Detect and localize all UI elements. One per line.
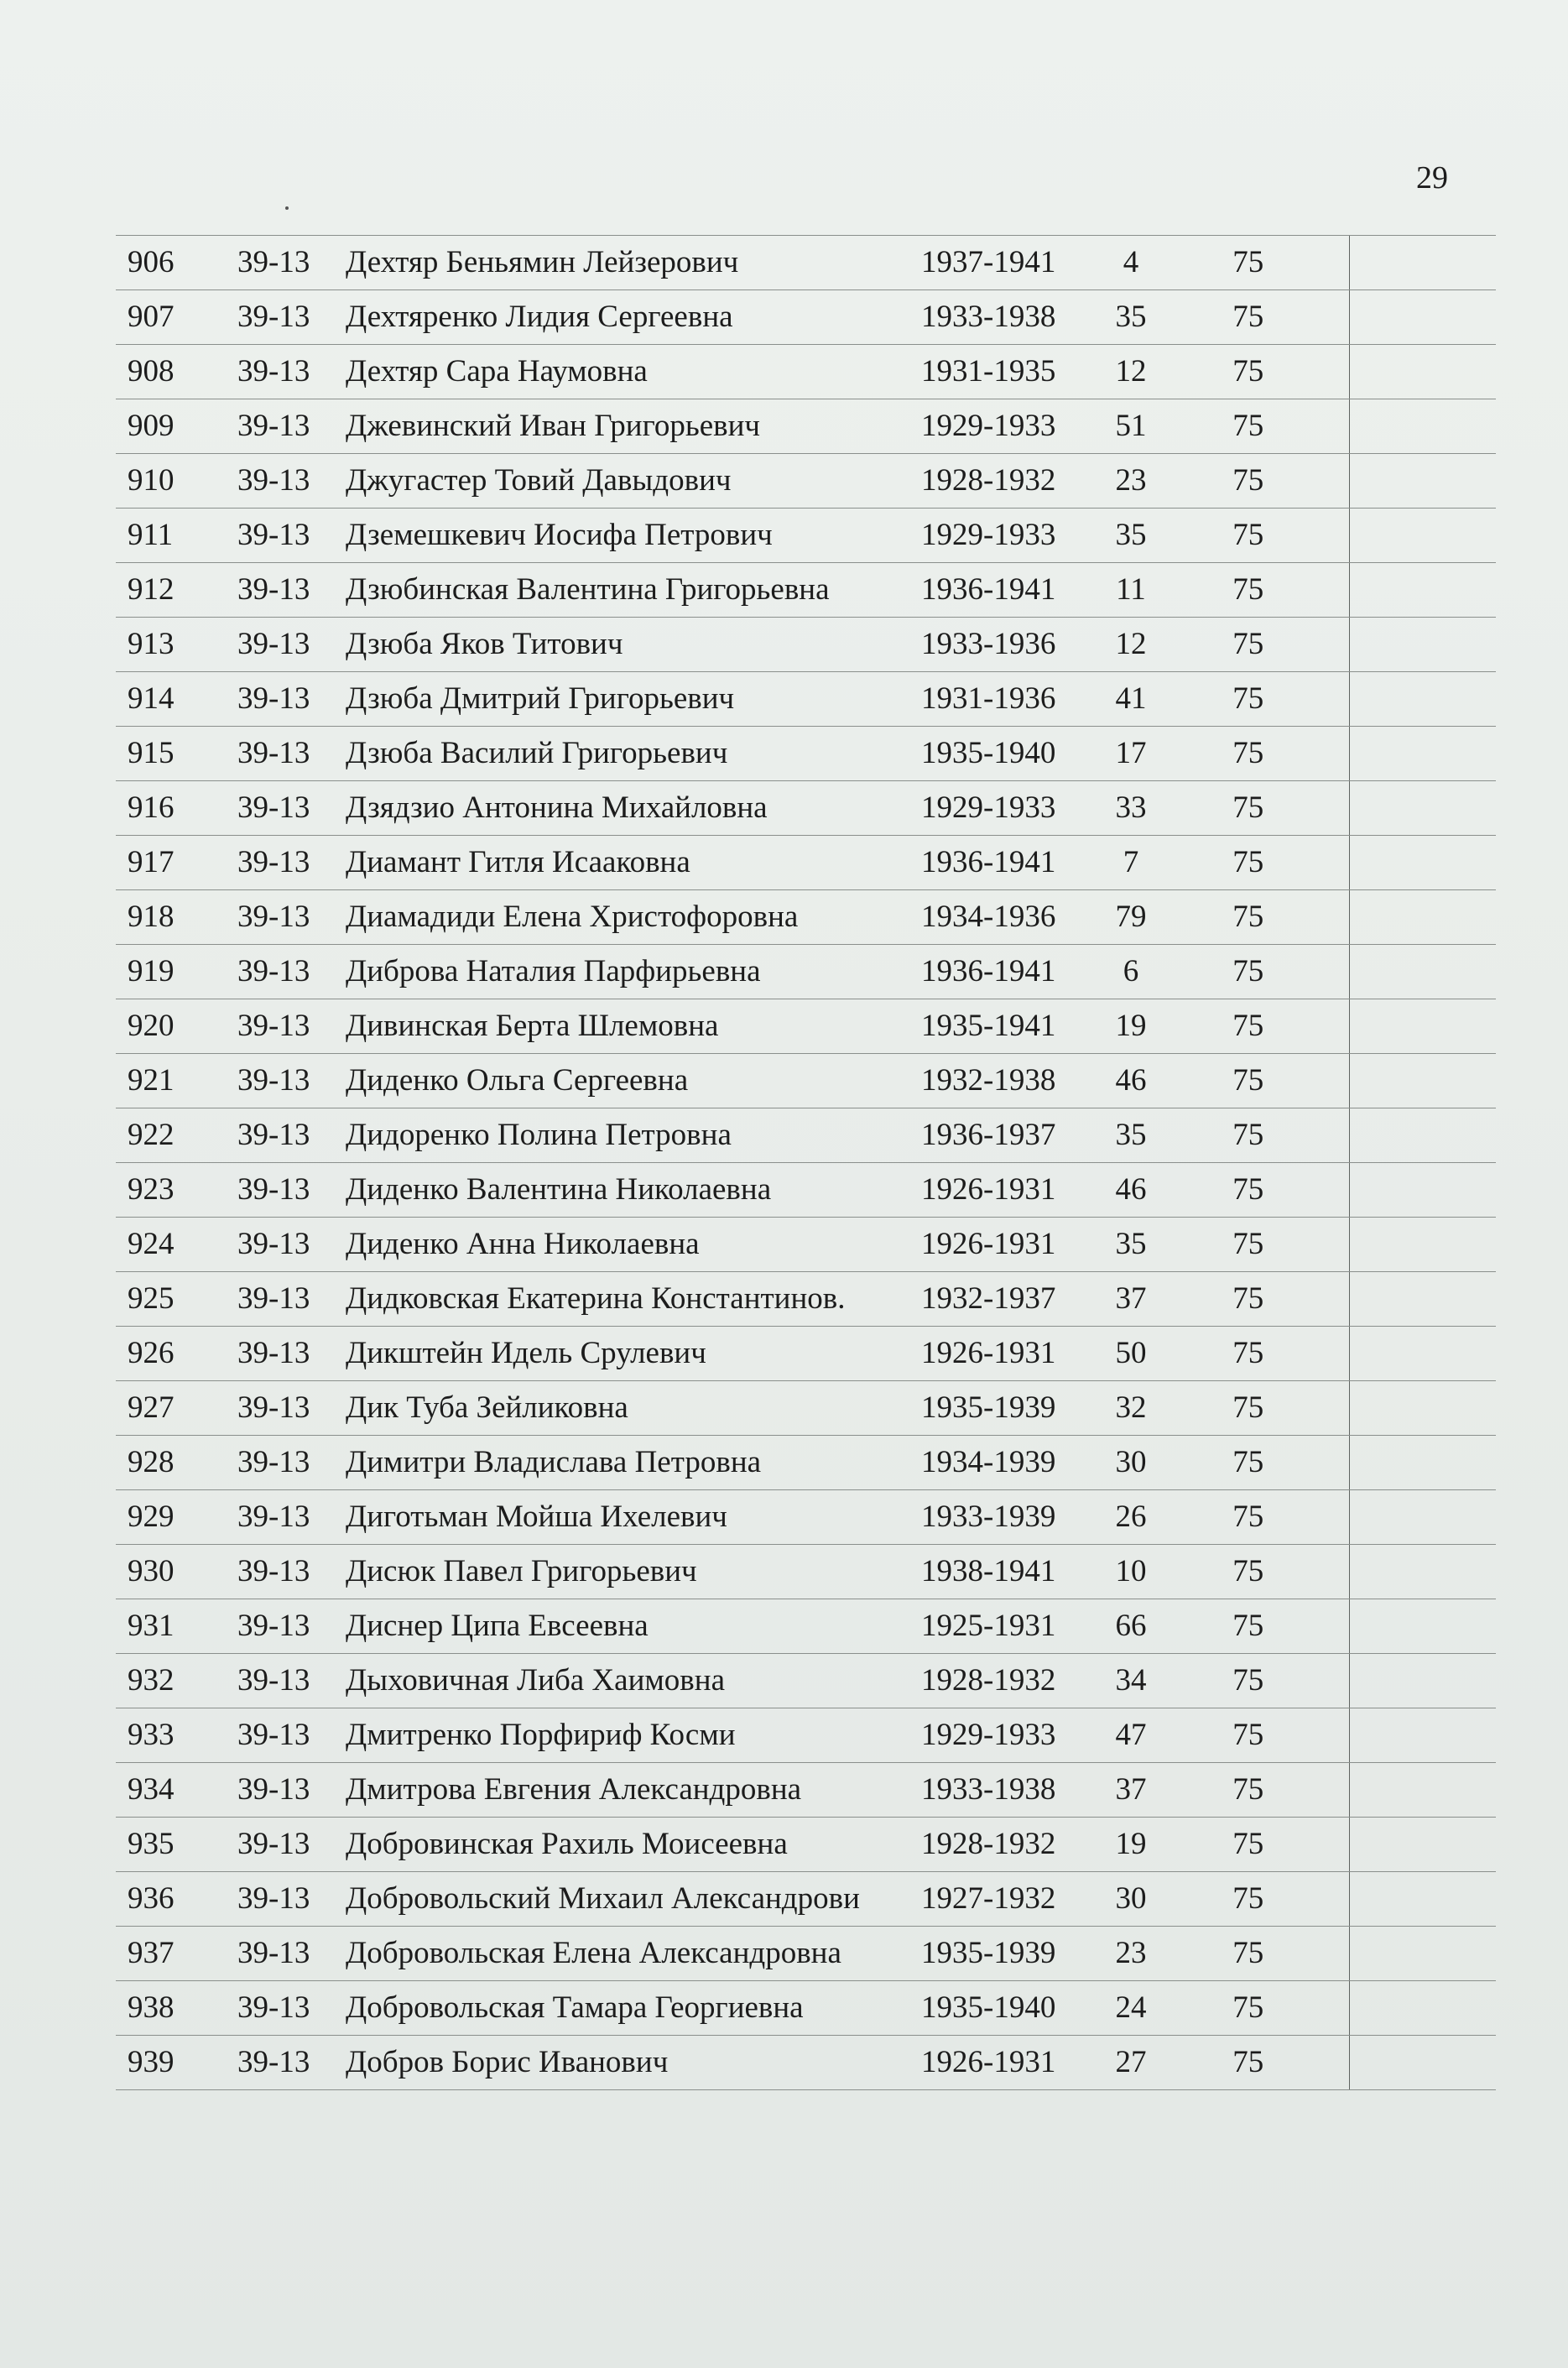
years-cell: 1937-1941: [921, 236, 1089, 290]
empty-notes-cell: [1349, 1272, 1496, 1327]
sheet-count-cell: 27: [1089, 2036, 1173, 2090]
table-row: [116, 1818, 1496, 1872]
retention-term-cell: 75: [1173, 1436, 1349, 1490]
years-cell: 1933-1939: [921, 1490, 1089, 1545]
register-rows: [116, 236, 1496, 2090]
fund-code-cell: 39-13: [229, 727, 342, 781]
retention-term-cell: 75: [1173, 1054, 1349, 1108]
fund-code-cell: 39-13: [229, 1654, 342, 1708]
sheet-count-cell: 37: [1089, 1272, 1173, 1327]
person-name-cell: Джевинский Иван Григорьевич: [342, 399, 921, 454]
table-row: [116, 1381, 1496, 1436]
retention-term-cell: 75: [1173, 1872, 1349, 1927]
sheet-count-cell: 26: [1089, 1490, 1173, 1545]
retention-term-cell: 75: [1173, 727, 1349, 781]
sheet-count-cell: 10: [1089, 1545, 1173, 1599]
fund-code-cell: 39-13: [229, 1218, 342, 1272]
empty-notes-cell: [1349, 1763, 1496, 1818]
fund-code-cell: 39-13: [229, 1763, 342, 1818]
retention-term-cell: 75: [1173, 1763, 1349, 1818]
table-row: [116, 1490, 1496, 1545]
entry-number-cell: 914: [116, 672, 229, 727]
sheet-count-cell: 79: [1089, 890, 1173, 945]
entry-number-cell: 909: [116, 399, 229, 454]
entry-number-cell: 927: [116, 1381, 229, 1436]
years-cell: 1926-1931: [921, 1218, 1089, 1272]
table-row: [116, 1272, 1496, 1327]
entry-number-cell: 910: [116, 454, 229, 509]
person-name-cell: Добров Борис Иванович: [342, 2036, 921, 2090]
person-name-cell: Дехтяр Сара Наумовна: [342, 345, 921, 399]
person-name-cell: Дик Туба Зейликовна: [342, 1381, 921, 1436]
entry-number-cell: 935: [116, 1818, 229, 1872]
fund-code-cell: 39-13: [229, 454, 342, 509]
retention-term-cell: 75: [1173, 1981, 1349, 2036]
empty-notes-cell: [1349, 509, 1496, 563]
person-name-cell: Дзядзио Антонина Михайловна: [342, 781, 921, 836]
retention-term-cell: 75: [1173, 563, 1349, 618]
fund-code-cell: 39-13: [229, 1163, 342, 1218]
years-cell: 1934-1939: [921, 1436, 1089, 1490]
years-cell: 1933-1938: [921, 290, 1089, 345]
table-row: [116, 1981, 1496, 2036]
table-row: [116, 1763, 1496, 1818]
years-cell: 1928-1932: [921, 1654, 1089, 1708]
retention-term-cell: 75: [1173, 236, 1349, 290]
empty-notes-cell: [1349, 1163, 1496, 1218]
table-row: [116, 345, 1496, 399]
empty-notes-cell: [1349, 1872, 1496, 1927]
years-cell: 1933-1936: [921, 618, 1089, 672]
sheet-count-cell: 37: [1089, 1763, 1173, 1818]
sheet-count-cell: 35: [1089, 509, 1173, 563]
table-row: [116, 1327, 1496, 1381]
table-row: [116, 1436, 1496, 1490]
years-cell: 1929-1933: [921, 399, 1089, 454]
sheet-count-cell: 34: [1089, 1654, 1173, 1708]
table-row: [116, 1872, 1496, 1927]
table-row: [116, 618, 1496, 672]
person-name-cell: Диденко Анна Николаевна: [342, 1218, 921, 1272]
entry-number-cell: 915: [116, 727, 229, 781]
empty-notes-cell: [1349, 1927, 1496, 1981]
empty-notes-cell: [1349, 1054, 1496, 1108]
fund-code-cell: 39-13: [229, 1981, 342, 2036]
years-cell: 1931-1935: [921, 345, 1089, 399]
sheet-count-cell: 6: [1089, 945, 1173, 999]
years-cell: 1929-1933: [921, 509, 1089, 563]
table-row: [116, 1054, 1496, 1108]
fund-code-cell: 39-13: [229, 236, 342, 290]
sheet-count-cell: 19: [1089, 1818, 1173, 1872]
years-cell: 1935-1939: [921, 1927, 1089, 1981]
retention-term-cell: 75: [1173, 836, 1349, 890]
fund-code-cell: 39-13: [229, 290, 342, 345]
table-row: [116, 399, 1496, 454]
fund-code-cell: 39-13: [229, 999, 342, 1054]
years-cell: 1936-1941: [921, 563, 1089, 618]
fund-code-cell: 39-13: [229, 563, 342, 618]
entry-number-cell: 922: [116, 1108, 229, 1163]
retention-term-cell: 75: [1173, 1545, 1349, 1599]
person-name-cell: Дмитрова Евгения Александровна: [342, 1763, 921, 1818]
retention-term-cell: 75: [1173, 1654, 1349, 1708]
table-row: [116, 1108, 1496, 1163]
retention-term-cell: 75: [1173, 1218, 1349, 1272]
empty-notes-cell: [1349, 890, 1496, 945]
sheet-count-cell: 46: [1089, 1163, 1173, 1218]
fund-code-cell: 39-13: [229, 1927, 342, 1981]
table-row: [116, 999, 1496, 1054]
person-name-cell: Дзюбинская Валентина Григорьевна: [342, 563, 921, 618]
retention-term-cell: 75: [1173, 1163, 1349, 1218]
empty-notes-cell: [1349, 1708, 1496, 1763]
years-cell: 1932-1937: [921, 1272, 1089, 1327]
sheet-count-cell: 35: [1089, 1218, 1173, 1272]
empty-notes-cell: [1349, 1327, 1496, 1381]
empty-notes-cell: [1349, 1381, 1496, 1436]
fund-code-cell: 39-13: [229, 2036, 342, 2090]
table-row: [116, 1545, 1496, 1599]
table-row: [116, 836, 1496, 890]
empty-notes-cell: [1349, 454, 1496, 509]
empty-notes-cell: [1349, 563, 1496, 618]
sheet-count-cell: 50: [1089, 1327, 1173, 1381]
years-cell: 1935-1940: [921, 1981, 1089, 2036]
person-name-cell: Диденко Валентина Николаевна: [342, 1163, 921, 1218]
person-name-cell: Дзюба Дмитрий Григорьевич: [342, 672, 921, 727]
fund-code-cell: 39-13: [229, 1327, 342, 1381]
sheet-count-cell: 35: [1089, 290, 1173, 345]
sheet-count-cell: 11: [1089, 563, 1173, 618]
table-row: [116, 1654, 1496, 1708]
fund-code-cell: 39-13: [229, 1599, 342, 1654]
empty-notes-cell: [1349, 290, 1496, 345]
empty-notes-cell: [1349, 1108, 1496, 1163]
entry-number-cell: 913: [116, 618, 229, 672]
sheet-count-cell: 66: [1089, 1599, 1173, 1654]
years-cell: 1936-1937: [921, 1108, 1089, 1163]
entry-number-cell: 936: [116, 1872, 229, 1927]
entry-number-cell: 917: [116, 836, 229, 890]
fund-code-cell: 39-13: [229, 618, 342, 672]
empty-notes-cell: [1349, 1654, 1496, 1708]
years-cell: 1928-1932: [921, 1818, 1089, 1872]
entry-number-cell: 921: [116, 1054, 229, 1108]
person-name-cell: Дидковская Екатерина Константинов.: [342, 1272, 921, 1327]
fund-code-cell: 39-13: [229, 1272, 342, 1327]
table-row: [116, 1599, 1496, 1654]
entry-number-cell: 932: [116, 1654, 229, 1708]
retention-term-cell: 75: [1173, 999, 1349, 1054]
sheet-count-cell: 30: [1089, 1436, 1173, 1490]
sheet-count-cell: 47: [1089, 1708, 1173, 1763]
retention-term-cell: 75: [1173, 1708, 1349, 1763]
entry-number-cell: 933: [116, 1708, 229, 1763]
person-name-cell: Дисюк Павел Григорьевич: [342, 1545, 921, 1599]
table-row: [116, 509, 1496, 563]
table-row: [116, 1927, 1496, 1981]
empty-notes-cell: [1349, 672, 1496, 727]
person-name-cell: Дехтяр Беньямин Лейзерович: [342, 236, 921, 290]
retention-term-cell: 75: [1173, 1108, 1349, 1163]
sheet-count-cell: 41: [1089, 672, 1173, 727]
person-name-cell: Димитри Владислава Петровна: [342, 1436, 921, 1490]
sheet-count-cell: 32: [1089, 1381, 1173, 1436]
entry-number-cell: 912: [116, 563, 229, 618]
table-row: [116, 1218, 1496, 1272]
person-name-cell: Дехтяренко Лидия Сергеевна: [342, 290, 921, 345]
retention-term-cell: 75: [1173, 1927, 1349, 1981]
table-row: [116, 236, 1496, 290]
retention-term-cell: 75: [1173, 1490, 1349, 1545]
person-name-cell: Дикштейн Идель Срулевич: [342, 1327, 921, 1381]
table-row: [116, 454, 1496, 509]
person-name-cell: Дзюба Василий Григорьевич: [342, 727, 921, 781]
person-name-cell: Дземешкевич Иосифа Петрович: [342, 509, 921, 563]
years-cell: 1936-1941: [921, 945, 1089, 999]
sheet-count-cell: 24: [1089, 1981, 1173, 2036]
empty-notes-cell: [1349, 236, 1496, 290]
person-name-cell: Диамадиди Елена Христофоровна: [342, 890, 921, 945]
person-name-cell: Диденко Ольга Сергеевна: [342, 1054, 921, 1108]
fund-code-cell: 39-13: [229, 1708, 342, 1763]
entry-number-cell: 934: [116, 1763, 229, 1818]
years-cell: 1938-1941: [921, 1545, 1089, 1599]
person-name-cell: Диброва Наталия Парфирьевна: [342, 945, 921, 999]
entry-number-cell: 906: [116, 236, 229, 290]
person-name-cell: Дмитренко Порфириф Косми: [342, 1708, 921, 1763]
person-name-cell: Дивинская Берта Шлемовна: [342, 999, 921, 1054]
years-cell: 1926-1931: [921, 1163, 1089, 1218]
empty-notes-cell: [1349, 1436, 1496, 1490]
entry-number-cell: 928: [116, 1436, 229, 1490]
person-name-cell: Диснер Ципа Евсеевна: [342, 1599, 921, 1654]
retention-term-cell: 75: [1173, 618, 1349, 672]
empty-notes-cell: [1349, 1818, 1496, 1872]
years-cell: 1932-1938: [921, 1054, 1089, 1108]
empty-notes-cell: [1349, 1490, 1496, 1545]
retention-term-cell: 75: [1173, 399, 1349, 454]
sheet-count-cell: 19: [1089, 999, 1173, 1054]
table-row: [116, 672, 1496, 727]
person-name-cell: Добровольская Елена Александровна: [342, 1927, 921, 1981]
retention-term-cell: 75: [1173, 290, 1349, 345]
person-name-cell: Дыховичная Либа Хаимовна: [342, 1654, 921, 1708]
retention-term-cell: 75: [1173, 1272, 1349, 1327]
years-cell: 1927-1932: [921, 1872, 1089, 1927]
retention-term-cell: 75: [1173, 945, 1349, 999]
entry-number-cell: 918: [116, 890, 229, 945]
retention-term-cell: 75: [1173, 890, 1349, 945]
table-row: [116, 290, 1496, 345]
person-name-cell: Дзюба Яков Титович: [342, 618, 921, 672]
retention-term-cell: 75: [1173, 509, 1349, 563]
years-cell: 1928-1932: [921, 454, 1089, 509]
table-row: [116, 1163, 1496, 1218]
empty-notes-cell: [1349, 1599, 1496, 1654]
retention-term-cell: 75: [1173, 345, 1349, 399]
fund-code-cell: 39-13: [229, 1818, 342, 1872]
years-cell: 1935-1939: [921, 1381, 1089, 1436]
years-cell: 1929-1933: [921, 1708, 1089, 1763]
sheet-count-cell: 51: [1089, 399, 1173, 454]
years-cell: 1929-1933: [921, 781, 1089, 836]
sheet-count-cell: 4: [1089, 236, 1173, 290]
fund-code-cell: 39-13: [229, 1490, 342, 1545]
table-row: [116, 563, 1496, 618]
person-name-cell: Диамант Гитля Исааковна: [342, 836, 921, 890]
fund-code-cell: 39-13: [229, 399, 342, 454]
table-row: [116, 727, 1496, 781]
fund-code-cell: 39-13: [229, 890, 342, 945]
sheet-count-cell: 35: [1089, 1108, 1173, 1163]
years-cell: 1934-1936: [921, 890, 1089, 945]
entry-number-cell: 920: [116, 999, 229, 1054]
entry-number-cell: 919: [116, 945, 229, 999]
entry-number-cell: 931: [116, 1599, 229, 1654]
entry-number-cell: 923: [116, 1163, 229, 1218]
fund-code-cell: 39-13: [229, 1872, 342, 1927]
sheet-count-cell: 33: [1089, 781, 1173, 836]
empty-notes-cell: [1349, 945, 1496, 999]
empty-notes-cell: [1349, 399, 1496, 454]
fund-code-cell: 39-13: [229, 945, 342, 999]
retention-term-cell: 75: [1173, 2036, 1349, 2090]
retention-term-cell: 75: [1173, 1599, 1349, 1654]
empty-notes-cell: [1349, 1545, 1496, 1599]
empty-notes-cell: [1349, 999, 1496, 1054]
retention-term-cell: 75: [1173, 1818, 1349, 1872]
fund-code-cell: 39-13: [229, 345, 342, 399]
entry-number-cell: 930: [116, 1545, 229, 1599]
table-row: [116, 890, 1496, 945]
sheet-count-cell: 12: [1089, 618, 1173, 672]
fund-code-cell: 39-13: [229, 781, 342, 836]
fund-code-cell: 39-13: [229, 1545, 342, 1599]
sheet-count-cell: 12: [1089, 345, 1173, 399]
entry-number-cell: 937: [116, 1927, 229, 1981]
empty-notes-cell: [1349, 781, 1496, 836]
entry-number-cell: 924: [116, 1218, 229, 1272]
table-row: [116, 2036, 1496, 2090]
empty-notes-cell: [1349, 1981, 1496, 2036]
register-table: [116, 235, 1496, 2090]
entry-number-cell: 929: [116, 1490, 229, 1545]
entry-number-cell: 908: [116, 345, 229, 399]
entry-number-cell: 907: [116, 290, 229, 345]
entry-number-cell: 911: [116, 509, 229, 563]
person-name-cell: Дидоренко Полина Петровна: [342, 1108, 921, 1163]
fund-code-cell: 39-13: [229, 509, 342, 563]
years-cell: 1926-1931: [921, 1327, 1089, 1381]
person-name-cell: Добровольская Тамара Георгиевна: [342, 1981, 921, 2036]
entry-number-cell: 926: [116, 1327, 229, 1381]
person-name-cell: Джугастер Товий Давыдович: [342, 454, 921, 509]
person-name-cell: Добровольский Михаил Александрови: [342, 1872, 921, 1927]
sheet-count-cell: 30: [1089, 1872, 1173, 1927]
years-cell: 1936-1941: [921, 836, 1089, 890]
empty-notes-cell: [1349, 1218, 1496, 1272]
years-cell: 1935-1941: [921, 999, 1089, 1054]
empty-notes-cell: [1349, 2036, 1496, 2090]
retention-term-cell: 75: [1173, 1381, 1349, 1436]
sheet-count-cell: 46: [1089, 1054, 1173, 1108]
fund-code-cell: 39-13: [229, 672, 342, 727]
entry-number-cell: 916: [116, 781, 229, 836]
empty-notes-cell: [1349, 727, 1496, 781]
retention-term-cell: 75: [1173, 1327, 1349, 1381]
person-name-cell: Диготьман Мойша Ихелевич: [342, 1490, 921, 1545]
years-cell: 1933-1938: [921, 1763, 1089, 1818]
fund-code-cell: 39-13: [229, 1108, 342, 1163]
fund-code-cell: 39-13: [229, 836, 342, 890]
years-cell: 1935-1940: [921, 727, 1089, 781]
retention-term-cell: 75: [1173, 672, 1349, 727]
speck-mark: [285, 206, 289, 210]
fund-code-cell: 39-13: [229, 1436, 342, 1490]
fund-code-cell: 39-13: [229, 1381, 342, 1436]
retention-term-cell: 75: [1173, 781, 1349, 836]
empty-notes-cell: [1349, 836, 1496, 890]
sheet-count-cell: 7: [1089, 836, 1173, 890]
sheet-count-cell: 17: [1089, 727, 1173, 781]
table-row: [116, 1708, 1496, 1763]
empty-notes-cell: [1349, 618, 1496, 672]
entry-number-cell: 939: [116, 2036, 229, 2090]
sheet-count-cell: 23: [1089, 454, 1173, 509]
entry-number-cell: 938: [116, 1981, 229, 2036]
years-cell: 1931-1936: [921, 672, 1089, 727]
years-cell: 1926-1931: [921, 2036, 1089, 2090]
person-name-cell: Добровинская Рахиль Моисеевна: [342, 1818, 921, 1872]
empty-notes-cell: [1349, 345, 1496, 399]
table-row: [116, 781, 1496, 836]
entry-number-cell: 925: [116, 1272, 229, 1327]
fund-code-cell: 39-13: [229, 1054, 342, 1108]
page-number: 29: [1416, 160, 1448, 196]
retention-term-cell: 75: [1173, 454, 1349, 509]
years-cell: 1925-1931: [921, 1599, 1089, 1654]
table-row: [116, 945, 1496, 999]
sheet-count-cell: 23: [1089, 1927, 1173, 1981]
